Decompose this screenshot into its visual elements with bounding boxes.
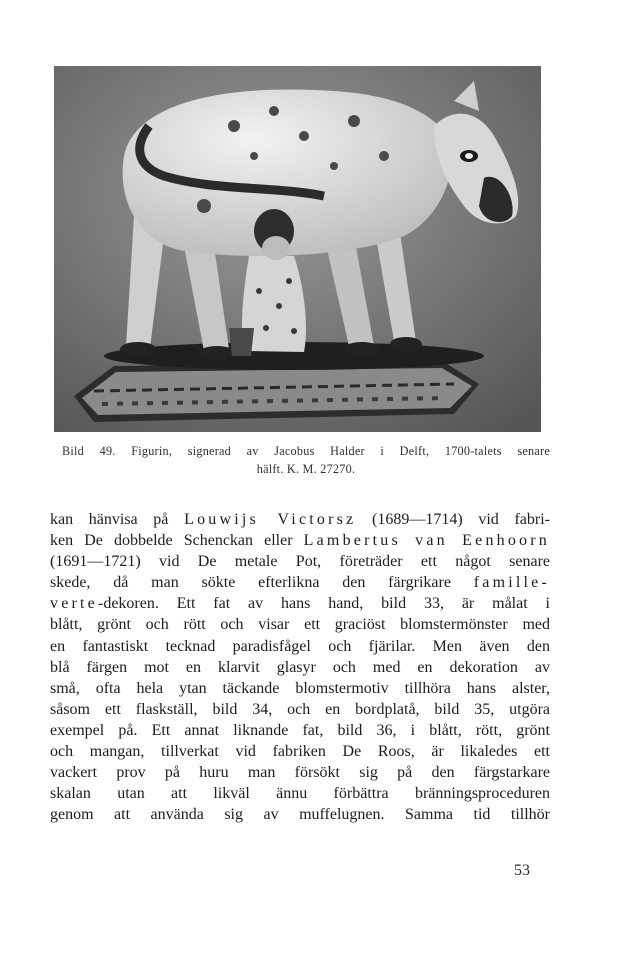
body-line [50, 593, 550, 614]
body-text-run: en fantastiskt tecknad paradisfågel och fjärilar. Men även den [50, 637, 550, 655]
figure-caption [62, 442, 550, 478]
body-text-run: vackert prov på huru man försökt sig på den färgstarkare [50, 764, 550, 782]
body-line [50, 804, 550, 825]
cow-figurine-icon [54, 66, 541, 432]
body-line [50, 657, 550, 678]
body-text-run: -dekoren. Ett fat av hans hand, bild 33, är målat i [97, 595, 550, 613]
body-line [50, 509, 550, 530]
body-line [50, 741, 550, 762]
body-line [50, 783, 550, 804]
body-text-run: (1691—1721) vid De metale Pot, företräder ett något senare [50, 553, 550, 571]
spaced-name: famille- [473, 574, 550, 592]
body-text-run: skalan utan att likväl ännu förbättra bränningsproceduren [50, 785, 550, 803]
page-number: 53 [514, 862, 530, 879]
body-text-run: små, ofta hela ytan täckande blomstermotiv tillhöra hans alster, [50, 679, 550, 697]
caption-line-1: Bild 49. Figurin, signerad av Jacobus Halder i Delft, 1700-talets senare [62, 444, 550, 458]
body-text-run: blå färgen mot en klarvit glasyr och med en dekoration av [50, 658, 550, 676]
body-line [50, 530, 550, 551]
body-line [50, 720, 550, 741]
body-line [50, 636, 550, 657]
body-text-run: skede, då man sökte efterlikna den färgrikare [50, 574, 474, 592]
figurine-photo [54, 66, 541, 432]
body-text-run: exempel på. Ett annat liknande fat, bild 36, i blått, rött, grönt [50, 721, 550, 739]
body-line [50, 699, 550, 720]
body-text-run: såsom ett flaskställ, bild 34, och en bordplatå, bild 35, utgöra [50, 700, 550, 718]
body-text-run: blått, grönt och rött och visar ett graciöst blomstermönster med [50, 616, 550, 634]
body-line [50, 572, 550, 593]
body-line [50, 614, 550, 635]
body-text-run: (1689—1714) vid fabri- [356, 511, 551, 528]
body-text-run: ken De dobbelde Schenckan eller [50, 532, 304, 550]
body-line [50, 762, 550, 783]
spaced-name: Louwijs Victorsz [184, 511, 357, 528]
body-text-run: kan hänvisa på [50, 511, 185, 528]
body-text-run: genom att använda sig av muffelugnen. Samma tid tillhör [50, 806, 550, 824]
body-text [50, 509, 550, 825]
body-text-run: och mangan, tillverkat vid fabriken De Roos, är likaledes ett [50, 743, 550, 761]
spaced-name: Lambertus van Eenhoorn [303, 532, 550, 550]
caption-line-2: hälft. K. M. 27270. [256, 462, 356, 476]
body-line [50, 678, 550, 699]
body-line [50, 551, 550, 572]
spaced-name: verte [50, 595, 98, 613]
